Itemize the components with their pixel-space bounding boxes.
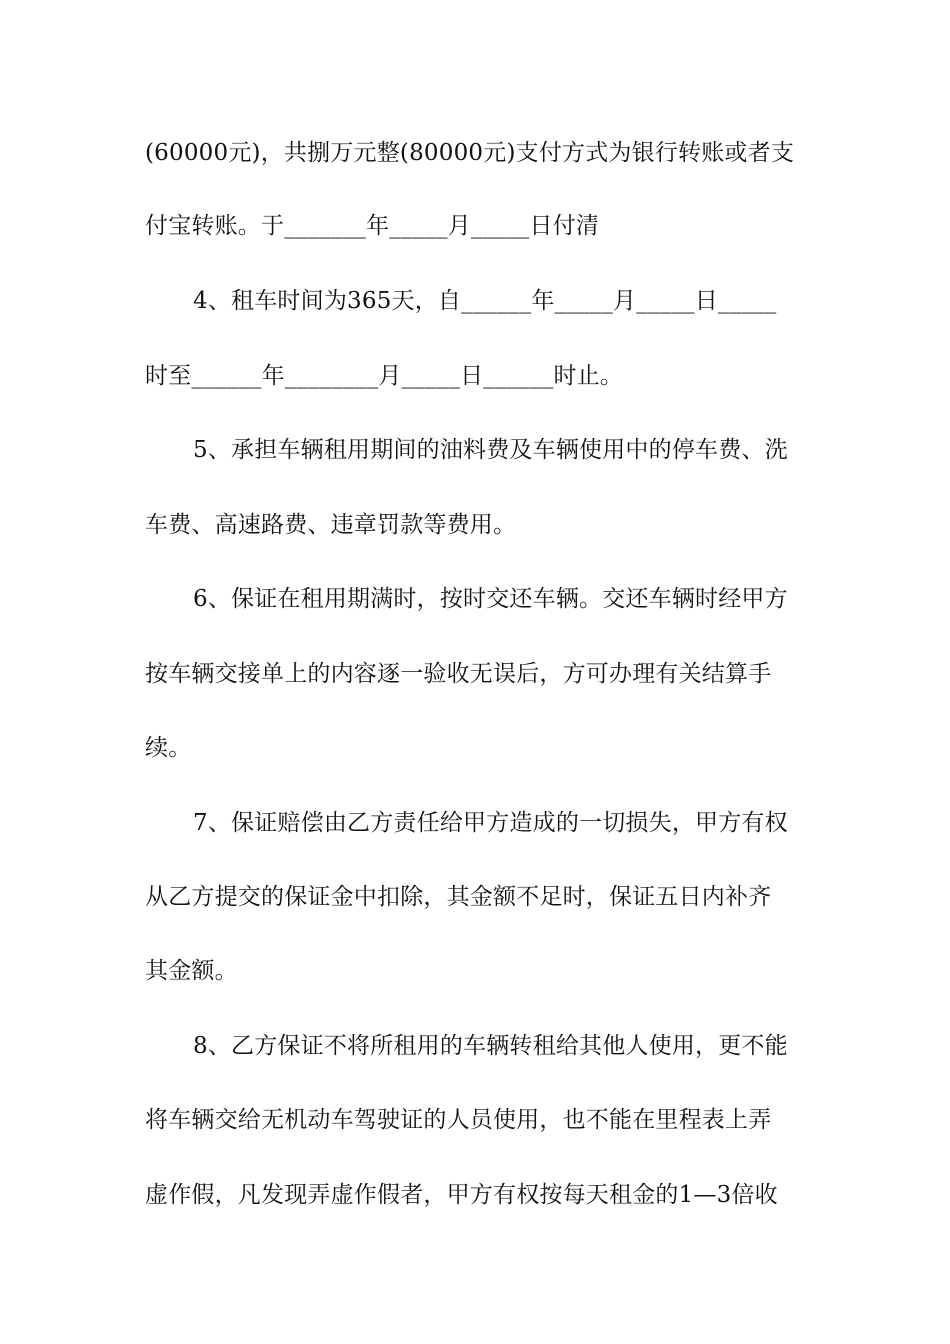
paragraph-line: (60000元)，共捌万元整(80000元)支付方式为银行转账或者支 xyxy=(145,140,795,166)
paragraph-line: 将车辆交给无机动车驾驶证的人员使用，也不能在里程表上弄 xyxy=(145,1107,772,1133)
paragraph-line: 付宝转账。于_______年_____月_____日付清 xyxy=(145,213,600,239)
paragraph-line: 8、乙方保证不将所租用的车辆转租给其他人使用，更不能 xyxy=(193,1033,788,1059)
paragraph-line: 虚作假，凡发现弄虚作假者，甲方有权按每天租金的1—3倍收 xyxy=(145,1182,778,1208)
paragraph-line: 4、租车时间为365天，自______年_____月_____日_____ xyxy=(193,288,777,314)
paragraph-line: 续。 xyxy=(145,735,192,761)
paragraph-line: 5、承担车辆租用期间的油料费及车辆使用中的停车费、洗 xyxy=(193,437,788,463)
paragraph-line: 从乙方提交的保证金中扣除，其金额不足时，保证五日内补齐 xyxy=(145,884,772,910)
paragraph-line: 按车辆交接单上的内容逐一验收无误后，方可办理有关结算手 xyxy=(145,661,772,687)
paragraph-line: 时至______年________月_____日______时止。 xyxy=(145,363,624,389)
paragraph-line: 车费、高速路费、违章罚款等费用。 xyxy=(145,512,517,538)
paragraph-line: 6、保证在租用期满时，按时交还车辆。交还车辆时经甲方 xyxy=(193,586,788,612)
paragraph-line: 7、保证赔偿由乙方责任给甲方造成的一切损失，甲方有权 xyxy=(193,810,788,836)
paragraph-line: 其金额。 xyxy=(145,958,238,984)
